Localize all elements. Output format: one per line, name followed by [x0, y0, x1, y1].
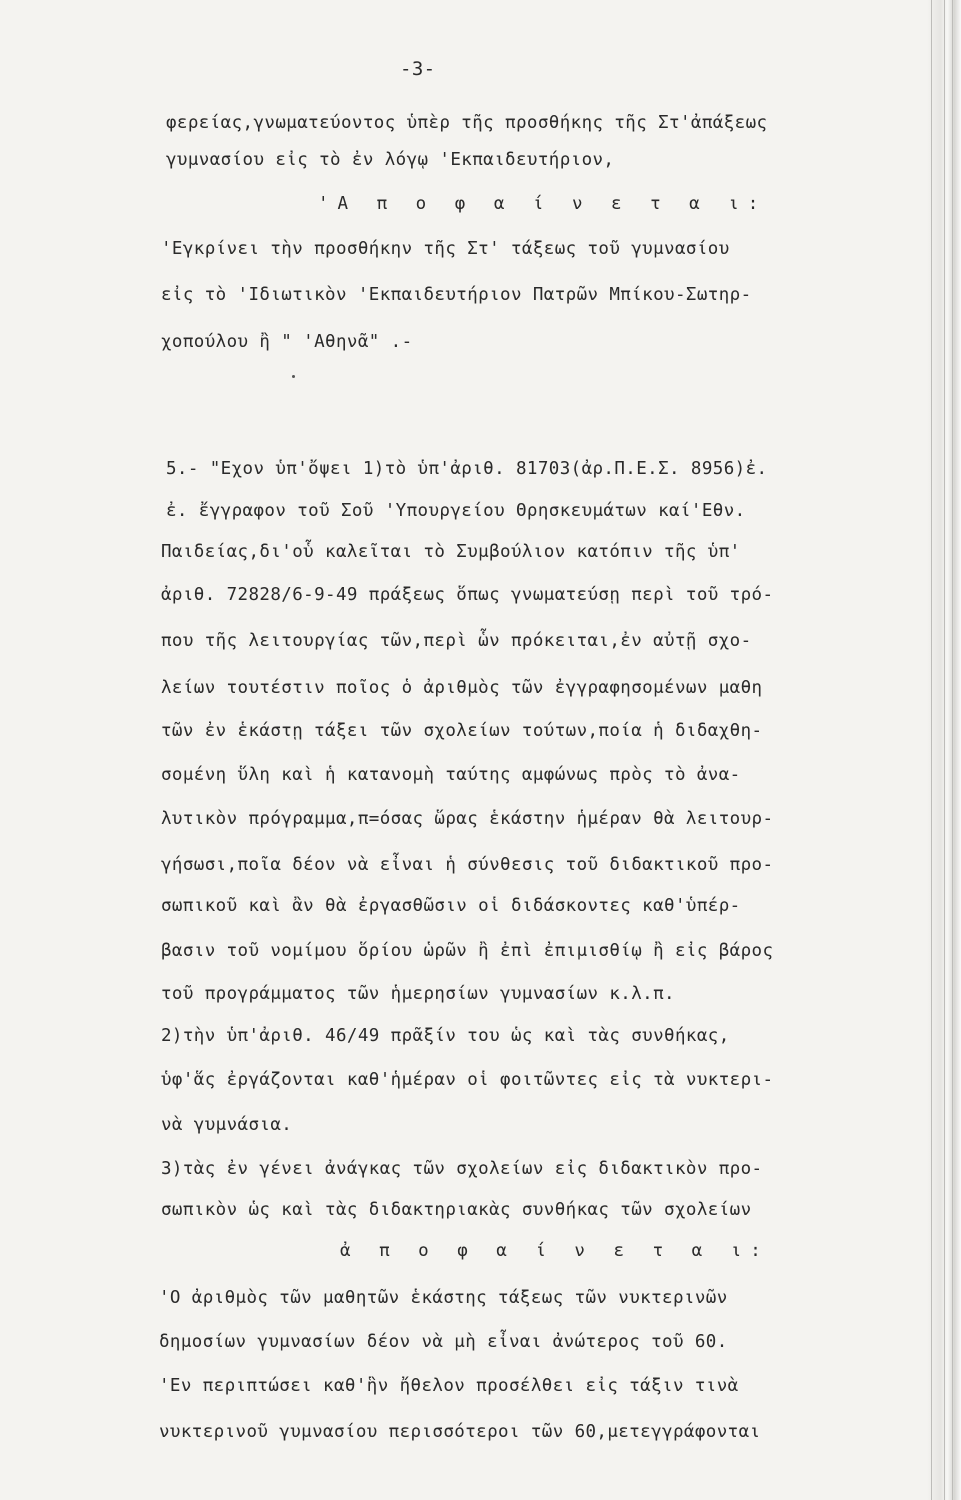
text-line: φερείας,γνωματεύοντος ὑπὲρ τῆς προσθήκης τῆς Στ'ἀπάξεως — [166, 113, 768, 133]
scan-edge-line — [952, 0, 953, 1500]
ink-speck — [292, 375, 295, 378]
text-line: σωπικοῦ καὶ ἂν θὰ ἐργασθῶσιν οἱ διδάσκοντες καθ'ὑπέρ- — [161, 896, 741, 916]
text-line: τῶν ἐν ἑκάστῃ τάξει τῶν σχολείων τούτων,ποία ἡ διδαχθη- — [161, 721, 763, 741]
text-line: νυκτερινοῦ γυμνασίου περισσότεροι τῶν 60,μετεγγράφονται — [159, 1422, 761, 1442]
text-line: 5.- "Εχον ὑπ'ὄψει 1)τὸ ὑπ'ἀριθ. 81703(ἀρ.Π.Ε.Σ. 8956)ἐ. — [166, 459, 768, 479]
text-line: νὰ γυμνάσια. — [161, 1115, 293, 1135]
decision-heading: 'Α π ο φ α ί ν ε τ α ι: — [318, 194, 768, 214]
text-line: 'Εγκρίνει τὴν προσθήκην τῆς Στ' τάξεως τοῦ γυμνασίου — [161, 239, 730, 259]
text-line: που τῆς λειτουργίας τῶν,περὶ ὧν πρόκειται,ἐν αὐτῇ σχο- — [161, 631, 752, 651]
text-line: 2)τὴν ὑπ'ἀριθ. 46/49 πρᾶξίν του ὡς καὶ τὰς συνθήκας, — [161, 1026, 730, 1046]
text-line: γήσωσι,ποῖα δέον νὰ εἶναι ἡ σύνθεσις τοῦ διδακτικοῦ προ- — [161, 855, 774, 875]
text-line: εἰς τὸ 'Ιδιωτικὸν 'Εκπαιδευτήριον Πατρῶν Μπίκου-Σωτηρ- — [161, 285, 752, 305]
text-line: 'Ο ἀριθμὸς τῶν μαθητῶν ἑκάστης τάξεως τῶν νυκτερινῶν — [159, 1288, 728, 1308]
text-line: λυτικὸν πρόγραμμα,π=όσας ὥρας ἑκάστην ἡμέραν θὰ λειτουρ- — [161, 809, 774, 829]
text-line: γυμνασίου εἰς τὸ ἐν λόγῳ 'Εκπαιδευτήριον, — [166, 150, 615, 170]
text-line: 'Εν περιπτώσει καθ'ἣν ἤθελον προσέλθει εἰς τάξιν τινὰ — [159, 1376, 739, 1396]
page-number: -3- — [400, 58, 436, 80]
text-line: τοῦ προγράμματος τῶν ἡμερησίων γυμνασίων κ.λ.π. — [161, 984, 675, 1004]
text-line: Παιδείας,δι'οὗ καλεῖται τὸ Συμβούλιον κατόπιν τῆς ὑπ' — [161, 542, 741, 562]
text-line: ἐ. ἔγγραφον τοῦ Σοῦ 'Υπουργείου Θρησκευμάτων καί'Εθν. — [166, 501, 746, 521]
text-line: δημοσίων γυμνασίων δέον νὰ μὴ εἶναι ἀνώτερος τοῦ 60. — [159, 1332, 728, 1352]
scan-edge-line — [931, 0, 932, 1500]
decision-heading: ἀ π ο φ α ί ν ε τ α ι: — [340, 1241, 770, 1261]
text-line: σομένη ὕλη καὶ ἡ κατανομὴ ταύτης αμφώνως πρὸς τὸ ἀνα- — [161, 765, 741, 785]
text-line: σωπικὸν ὡς καὶ τὰς διδακτηριακὰς συνθήκας τῶν σχολείων — [161, 1200, 752, 1220]
text-line: χοπούλου ἢ " 'Αθηνᾶ" .- — [161, 332, 413, 352]
scan-edge-line — [944, 0, 945, 1500]
text-line: βασιν τοῦ νομίμου ὅρίου ὡρῶν ἢ ἐπὶ ἐπιμισθίῳ ἢ εἰς βάρος — [161, 941, 774, 961]
text-line: ἀριθ. 72828/6-9-49 πράξεως ὅπως γνωματεύσῃ περὶ τοῦ τρό- — [161, 585, 774, 605]
text-line: 3)τὰς ἐν γένει ἀνάγκας τῶν σχολείων εἰς διδακτικὸν προ- — [161, 1159, 763, 1179]
text-line: λείων τουτέστιν ποῖος ὁ ἀριθμὸς τῶν ἐγγραφησομένων μαθη — [161, 678, 763, 698]
text-line: ὑφ'ἅς ἐργάζονται καθ'ἡμέραν οἱ φοιτῶντες εἰς τὰ νυκτερι- — [161, 1070, 774, 1090]
